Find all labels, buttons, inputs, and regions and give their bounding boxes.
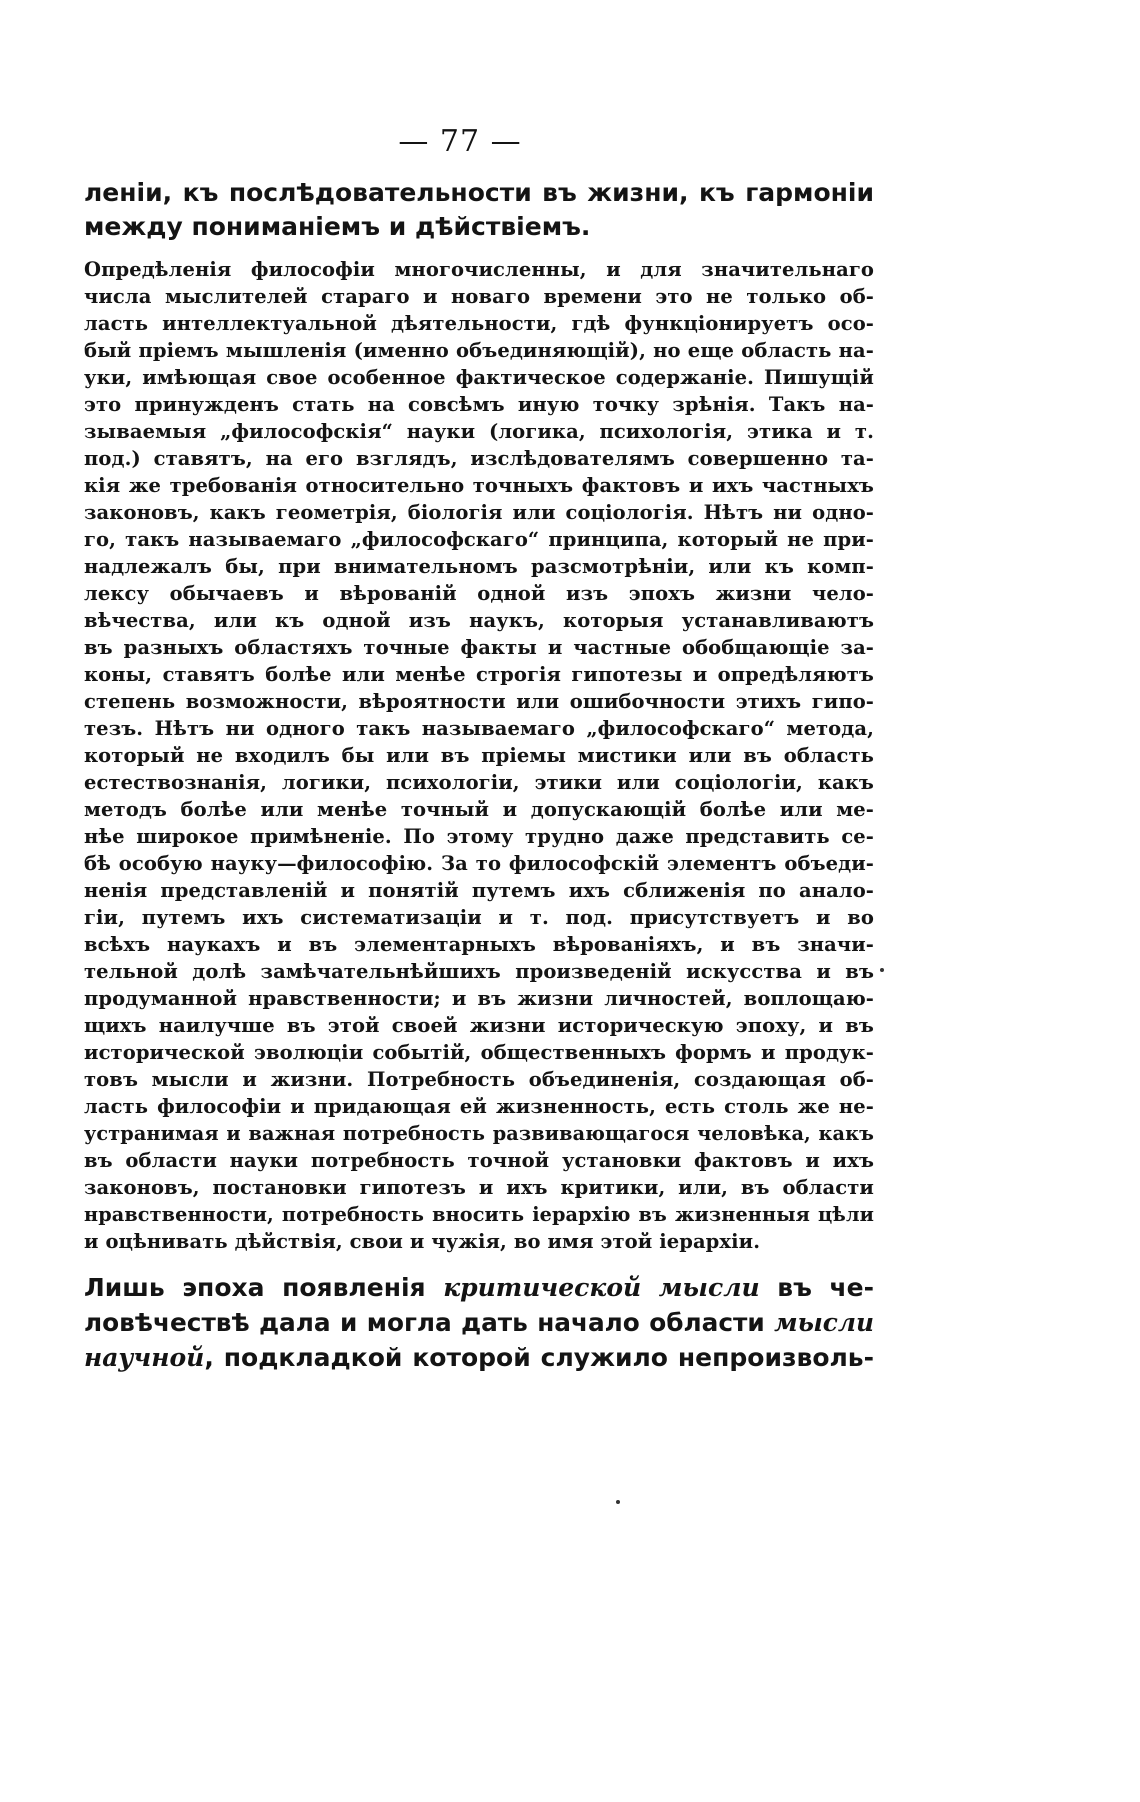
body-line: ласть интеллектуальной дѣятельности, гдѣ функціонируетъ осо- (84, 312, 874, 335)
body-line: всѣхъ наукахъ и въ элементарныхъ вѣрованіяхъ, и въ значи- (84, 933, 874, 956)
body-line: естествознанія, логики, психологіи, этики или соціологіи, какъ (84, 771, 874, 794)
closing-text: Лишь эпоха появленія (84, 1273, 444, 1302)
body-line: зываемыя „философскія“ науки (логика, психологія, этика и т. (84, 420, 874, 443)
body-line: под.) ставятъ, на его взглядъ, изслѣдователямъ совершенно та- (84, 447, 874, 470)
body-line: надлежалъ бы, при внимательномъ разсмотрѣніи, или къ комп- (84, 555, 874, 578)
body-line: вѣчества, или къ одной изъ наукъ, которыя устанавливаютъ (84, 609, 874, 632)
body-line: методъ болѣе или менѣе точный и допускающій болѣе или ме- (84, 798, 874, 821)
body-line: продуманной нравственности; и въ жизни личностей, воплощаю- (84, 987, 874, 1010)
body-line: бый пріемъ мышленія (именно объединяющій), но еще область на- (84, 339, 874, 362)
closing-italic: научной (84, 1343, 205, 1372)
body-line: коны, ставятъ болѣе или менѣе строгія гипотезы и опредѣляютъ (84, 663, 874, 686)
body-line: исторической эволюціи событій, общественныхъ формъ и продук- (84, 1041, 874, 1064)
closing-text: ловѣчествѣ дала и могла дать начало области (84, 1308, 775, 1337)
print-speck (616, 1500, 620, 1504)
body-line: въ разныхъ областяхъ точные факты и частные обобщающіе за- (84, 636, 874, 659)
closing-line (84, 1273, 874, 1302)
opening-line: между пониманіемъ и дѣйствіемъ. (84, 212, 591, 241)
body-line: Опредѣленія философіи многочисленны, и для значительнаго (84, 258, 874, 281)
body-line: ласть философіи и придающая ей жизненность, есть столь же не- (84, 1095, 874, 1118)
body-line: законовъ, постановки гипотезъ и ихъ критики, или, въ области (84, 1176, 874, 1199)
body-line: ненія представленій и понятій путемъ ихъ сближенія по анало- (84, 879, 874, 902)
body-line: числа мыслителей стараго и новаго времени это не только об- (84, 285, 874, 308)
body-line: тезъ. Нѣтъ ни одного такъ называемаго „философскаго“ метода, (84, 717, 874, 740)
page-number: — 77 — (398, 124, 522, 159)
closing-line (84, 1308, 874, 1337)
body-line: гіи, путемъ ихъ систематизаціи и т. под. присутствуетъ и во (84, 906, 874, 929)
body-line: законовъ, какъ геометрія, біологія или соціологія. Нѣтъ ни одно- (84, 501, 874, 524)
closing-italic: мысли (774, 1308, 874, 1337)
body-line: степень возможности, вѣроятности или ошибочности этихъ гипо- (84, 690, 874, 713)
body-line: и оцѣнивать дѣйствія, свои и чужія, во имя этой іерархіи. (84, 1230, 761, 1253)
closing-italic: критической мысли (443, 1273, 760, 1302)
body-line: щихъ наилучше въ этой своей жизни историческую эпоху, и въ (84, 1014, 874, 1037)
body-line: бѣ особую науку—философію. За то философскій элементъ объеди- (84, 852, 874, 875)
body-line: лексу обычаевъ и вѣрованій одной изъ эпохъ жизни чело- (84, 582, 874, 605)
body-line: въ области науки потребность точной установки фактовъ и ихъ (84, 1149, 874, 1172)
closing-text: въ че- (759, 1273, 874, 1302)
closing-text: , подкладкой которой служило непроизволь- (204, 1343, 874, 1372)
body-line: который не входилъ бы или въ пріемы мистики или въ область (84, 744, 874, 767)
body-line: го, такъ называемаго „философскаго“ принципа, который не при- (84, 528, 874, 551)
body-line: это принужденъ стать на совсѣмъ иную точку зрѣнія. Такъ на- (84, 393, 874, 416)
body-line: нравственности, потребность вносить іерархію въ жизненныя цѣли (84, 1203, 874, 1226)
body-line: кія же требованія относительно точныхъ фактовъ и ихъ частныхъ (84, 474, 874, 497)
opening-line: леніи, къ послѣдовательности въ жизни, къ гармоніи (84, 178, 874, 207)
body-line: товъ мысли и жизни. Потребность объединенія, создающая об- (84, 1068, 874, 1091)
body-line: тельной долѣ замѣчательнѣйшихъ произведеній искусства и въ (84, 960, 874, 983)
closing-line (84, 1343, 874, 1372)
body-line: уки, имѣющая свое особенное фактическое содержаніе. Пишущій (84, 366, 874, 389)
body-line: нѣе широкое примѣненіе. По этому трудно даже представить се- (84, 825, 874, 848)
print-speck (880, 968, 884, 972)
body-line: устранимая и важная потребность развивающагося человѣка, какъ (84, 1122, 874, 1145)
